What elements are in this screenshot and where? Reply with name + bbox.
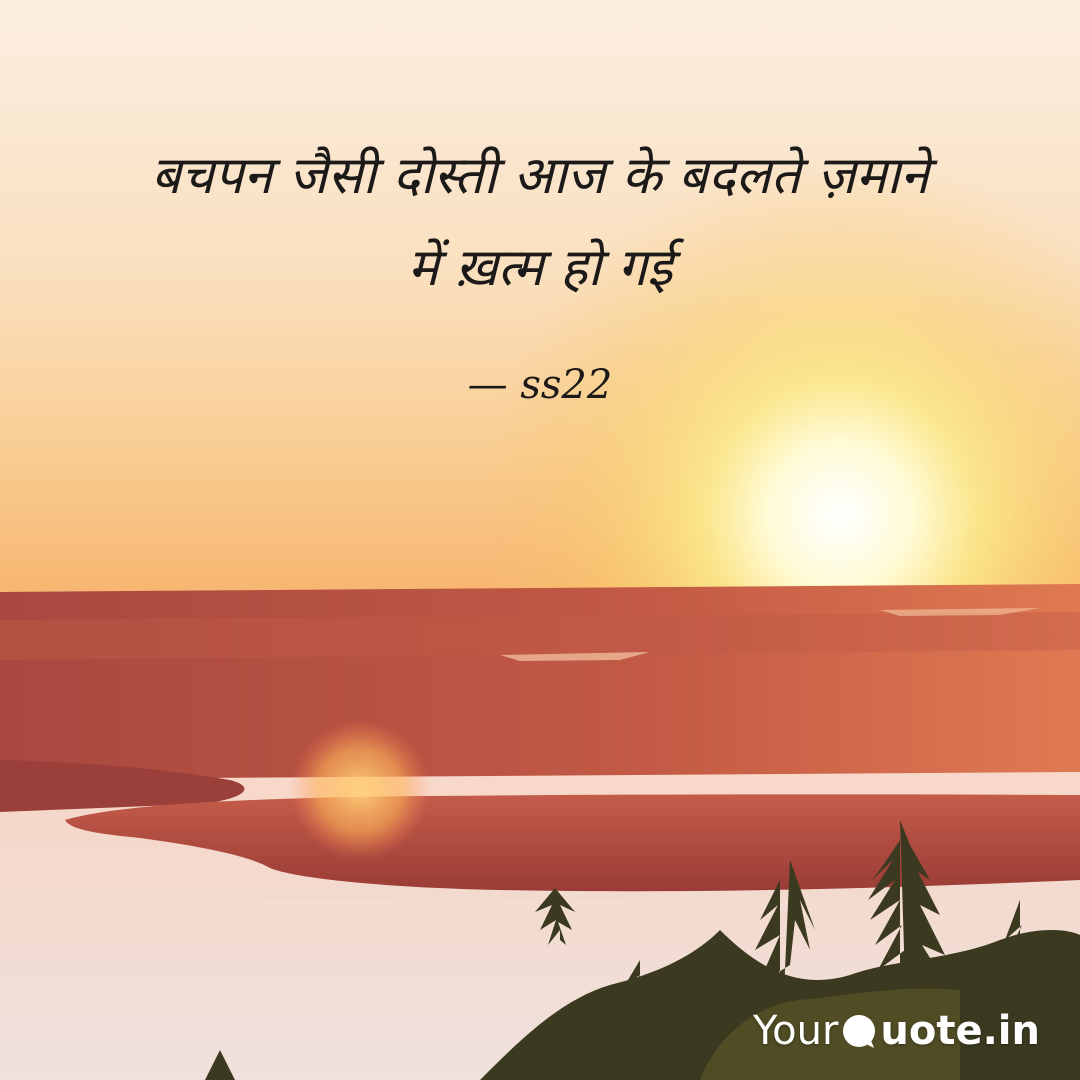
quote-line-2: में ख़त्म हो गई [407, 238, 673, 298]
yourquote-logo [753, 1008, 1040, 1054]
author-signature: — ss22 [467, 362, 613, 408]
quote-text [40, 130, 1040, 314]
brand-suffix: uote.in [880, 1008, 1040, 1054]
quote-bubble-icon [840, 1012, 878, 1050]
brand-prefix: Your [753, 1008, 839, 1054]
quote-line-1: बचपन जैसी दोस्ती आज के बदलते ज़माने [151, 146, 929, 206]
